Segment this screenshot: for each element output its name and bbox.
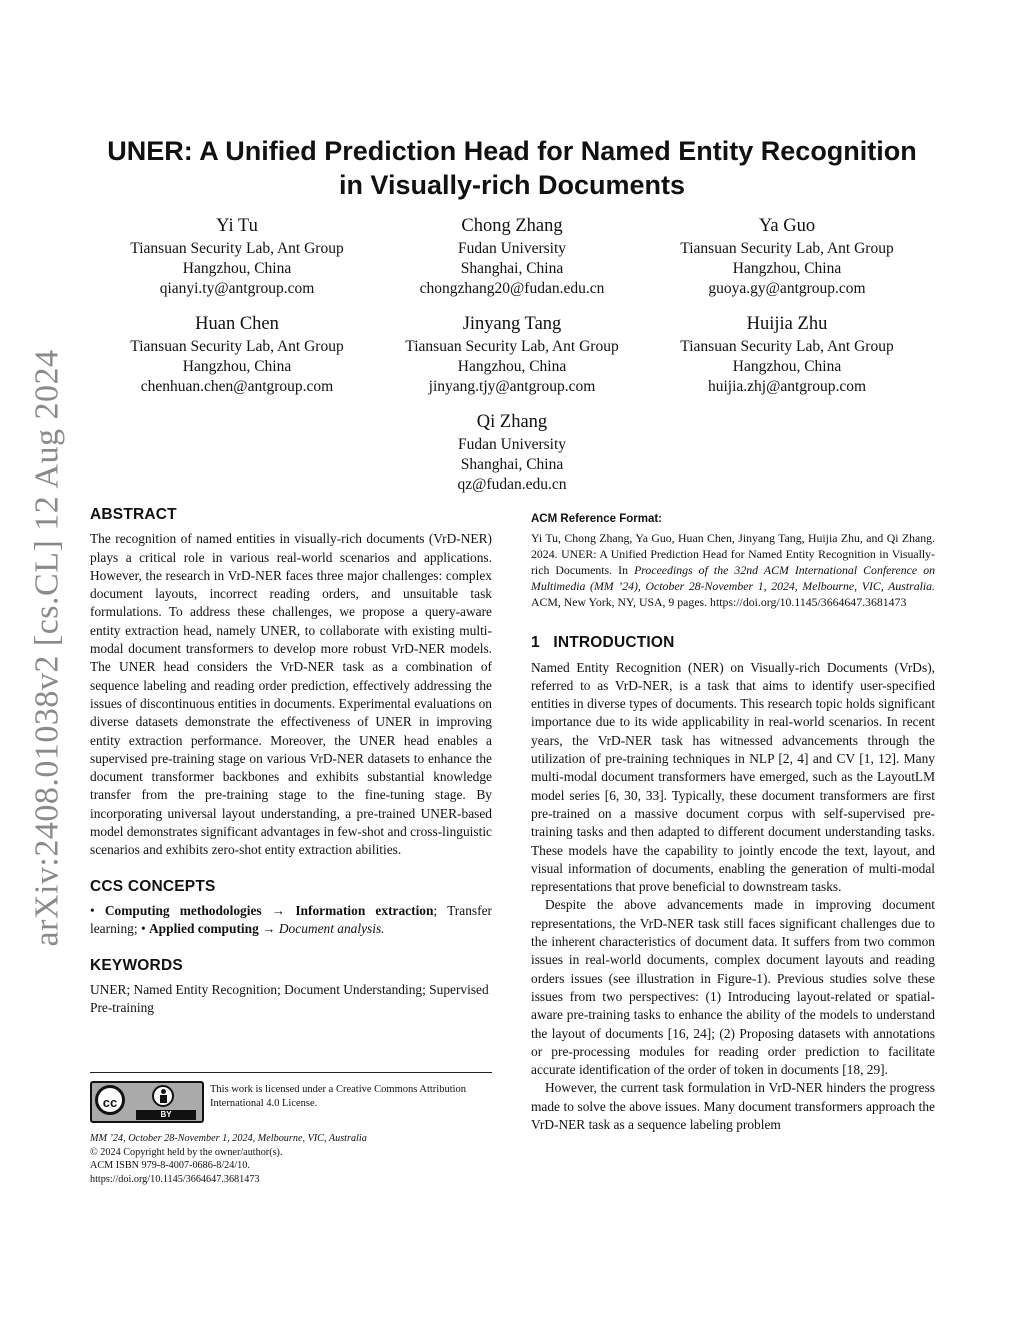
right-column — [531, 510, 935, 1134]
doi-link[interactable]: https://doi.org/10.1145/3664647.3681473 — [90, 1173, 260, 1185]
author-email: jinyang.tjy@antgroup.com — [428, 378, 596, 395]
copyright: © 2024 Copyright held by the owner/author(s). — [90, 1146, 283, 1158]
keywords-heading: KEYWORDS — [90, 956, 183, 974]
acm-ref-part: ACM, New York, NY, USA, 9 pages. https://doi.org/10.1145/3664647.3681473 — [531, 595, 907, 610]
arxiv-sidebar — [22, 348, 72, 948]
ccs-concept: Information extraction — [295, 902, 434, 918]
ccs-concept: Document analysis. — [278, 921, 385, 937]
author-affiliation: Fudan University — [457, 240, 567, 257]
intro-paragraph: Named Entity Recognition (NER) on Visually-rich Documents (VrDs), referred to as VrD-NER, is a task that aims to identify user-specified entities in diverse types of documents. This research topic holds significant importance due to its wide applicability in real-world scenarios. In recent years, the VrD-NER task has witnessed advancements through the utilization of pre-training techniques in NLP [2, 4] and CV [1, 12]. Many multi-modal document transformers have emerged, such as the LayoutLM model series [6, 30, 33]. Typically, these document transformers are first pre-trained on a massive document corpus with self-supervised pre-training tasks and then adapted to different document understanding tasks. These models have the capability to jointly encode the text, layout, and visual information of documents, enabling the generation of multi-modal representations that prove beneficial to downstream tasks. — [531, 659, 935, 895]
ccs-concept: Computing methodologies — [104, 902, 262, 918]
ccs-concept: Applied computing — [149, 921, 259, 937]
author-location: Hangzhou, China — [732, 260, 842, 277]
author-name: Yi Tu — [216, 216, 258, 236]
left-column — [90, 506, 492, 1017]
license-text: This work is licensed under a Creative Commons Attribution International 4.0 License. — [210, 1084, 467, 1109]
author-location: Shanghai, China — [460, 456, 564, 473]
author-block — [362, 410, 662, 495]
intro-heading: 1 INTRODUCTION — [531, 634, 675, 652]
ccs-arrow: → — [262, 921, 276, 937]
title-line-2: in Visually-rich Documents — [338, 170, 686, 200]
author-affiliation: Tiansuan Security Lab, Ant Group — [130, 338, 344, 355]
intro-paragraph: Despite the above advancements made in improving document representations, the VrD-NER task still faces significant challenges due to the inherent characteristics of document data. It suffers from two common issues in real-world documents, complex document layouts and reading orders issues (see illustration in Figure-1). Previous studies solve these issues from two perspectives: (1) Introducing layout-related or spatial-aware pre-training tasks to enhance the ability of the models to understand the layout of documents [16, 24]; (2) Proposing datasets with annotations or pre-processing modules for reading order prediction to facilitate accurate identification of the order of token in documents [18, 29]. — [531, 897, 935, 1078]
abstract-text: The recognition of named entities in visually-rich documents (VrD-NER) plays a critical role in various real-world scenarios and applications. However, the research in VrD-NER faces three major challenges: complex document layouts, incorrect reading orders, and unsuitable task formulations. To address these challenges, we propose a query-aware entity extraction head, namely UNER, to collaborate with existing multi-modal document transformers to develop more robust VrD-NER models. The UNER head considers the VrD-NER task as a combination of sequence labeling and reading order prediction, effectively addressing the issues of discontinuous entities in documents. Experimental evaluations on diverse datasets demonstrate the effectiveness of UNER in improving entity extraction performance. Moreover, the UNER head enables a supervised pre-training stage on various VrD-NER datasets to enhance the document transformer backbones and exhibits substantial knowledge transfer from the pre-training stage to the fine-tuning stage. By incorporating universal layout understanding, a pre-trained UNER-based model demonstrates significant advantages in few-shot and cross-linguistic scenarios and exhibits zero-shot entity extraction abilities. — [90, 531, 492, 858]
author-location: Hangzhou, China — [182, 358, 292, 375]
author-location: Hangzhou, China — [182, 260, 292, 277]
abstract-heading: ABSTRACT — [90, 506, 177, 523]
author-affiliation: Tiansuan Security Lab, Ant Group — [405, 338, 619, 355]
cc-icon: cc — [95, 1085, 125, 1115]
author-affiliation: Fudan University — [457, 436, 567, 453]
attribution-person-icon — [152, 1085, 174, 1107]
author-block — [362, 214, 662, 299]
author-name: Jinyang Tang — [462, 314, 562, 334]
keywords-text: UNER; Named Entity Recognition; Document Understanding; Supervised Pre-training — [90, 981, 489, 1016]
author-location: Hangzhou, China — [732, 358, 842, 375]
author-block — [637, 214, 937, 299]
ccs-heading: CCS CONCEPTS — [90, 877, 216, 895]
license-box — [90, 1072, 492, 1119]
author-block — [362, 312, 662, 397]
ccs-arrow: → — [271, 902, 286, 918]
title-line-1: UNER: A Unified Prediction Head for Named Entity Recognition — [107, 136, 917, 166]
intro-paragraph: However, the current task formulation in VrD-NER hinders the progress made to solve the above issues. Many document transformers approach the VrD-NER task as a sequence labeling problem — [531, 1080, 935, 1133]
author-block — [637, 312, 937, 397]
ccs-bullet: • — [140, 921, 146, 937]
author-name: Ya Guo — [758, 216, 816, 236]
acm-ref-part: Yi Tu, Chong Zhang, Ya Guo, Huan Chen, Jinyang Tang, Huijia Zhu, and Qi Zhang. 2024. UNER: A Unified Prediction Head for Named Entity Recognition in Visually-rich Documents. In — [531, 531, 935, 578]
cc-by-badge-icon — [90, 1081, 204, 1123]
author-location: Shanghai, China — [460, 260, 564, 277]
footer-block — [90, 1132, 492, 1186]
arxiv-identifier: arXiv:2408.01038v2 [cs.CL] 12 Aug 2024 — [28, 349, 66, 947]
author-email: qz@fudan.edu.cn — [457, 476, 567, 493]
acm-ref-text — [531, 530, 935, 610]
author-name: Huijia Zhu — [746, 314, 828, 334]
acm-ref-venue: Proceedings of the 32nd ACM International Conference on Multimedia (MM ’24), October 28-November 1, 2024, Melbourne, VIC, Australia. — [531, 563, 935, 594]
conference-info: MM ’24, October 28-November 1, 2024, Melbourne, VIC, Australia — [90, 1133, 367, 1144]
author-email: chongzhang20@fudan.edu.cn — [419, 280, 605, 297]
author-location: Hangzhou, China — [457, 358, 567, 375]
author-block — [87, 214, 387, 299]
author-name: Chong Zhang — [461, 216, 563, 236]
paper-title — [70, 134, 954, 202]
author-name: Qi Zhang — [476, 412, 548, 432]
author-email: qianyi.ty@antgroup.com — [159, 280, 315, 297]
author-affiliation: Tiansuan Security Lab, Ant Group — [680, 240, 894, 257]
author-affiliation: Tiansuan Security Lab, Ant Group — [680, 338, 894, 355]
isbn: ACM ISBN 979-8-4007-0686-8/24/10. — [90, 1160, 250, 1171]
ccs-bullet: • — [90, 902, 95, 918]
author-email: huijia.zhj@antgroup.com — [707, 378, 867, 395]
author-block — [87, 312, 387, 397]
author-email: chenhuan.chen@antgroup.com — [140, 378, 334, 395]
ccs-concept: ; Transfer learning; — [90, 902, 492, 937]
acm-ref-heading: ACM Reference Format: — [531, 513, 662, 525]
by-label: BY — [136, 1110, 196, 1120]
author-name: Huan Chen — [195, 314, 279, 334]
ccs-text — [90, 902, 492, 939]
author-affiliation: Tiansuan Security Lab, Ant Group — [130, 240, 344, 257]
author-email: guoya.gy@antgroup.com — [708, 280, 866, 297]
